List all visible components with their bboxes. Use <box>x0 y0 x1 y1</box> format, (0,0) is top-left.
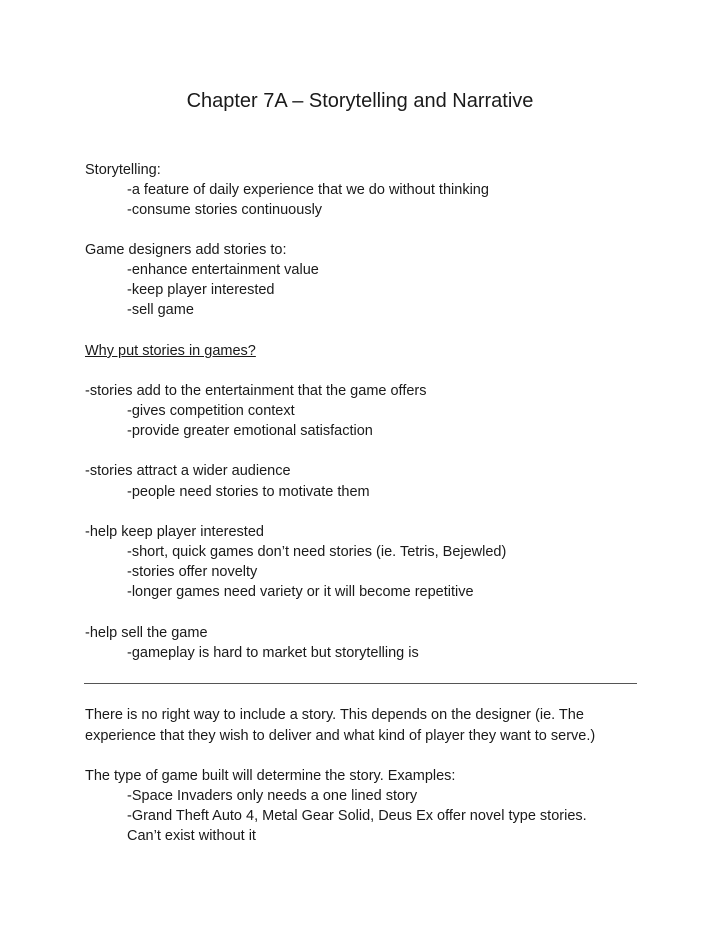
types-heading: The type of game built will determine the story. Examples: <box>85 768 456 784</box>
list-item: Can’t exist without it <box>127 828 256 844</box>
reason-point: -help keep player interested <box>85 524 264 540</box>
reason-sub: -provide greater emotional satisfaction <box>127 423 373 439</box>
section-divider <box>84 683 637 684</box>
reason-sub: -gives competition context <box>127 403 295 419</box>
storytelling-heading: Storytelling: <box>85 162 161 178</box>
reason-sub: -longer games need variety or it will become repetitive <box>127 584 474 600</box>
list-item: -keep player interested <box>127 282 275 298</box>
list-item: -Grand Theft Auto 4, Metal Gear Solid, Deus Ex offer novel type stories. <box>127 808 587 824</box>
reason-point: -help sell the game <box>85 625 208 641</box>
list-item: -a feature of daily experience that we do without thinking <box>127 182 489 198</box>
list-item: -sell game <box>127 302 194 318</box>
why-heading: Why put stories in games? <box>85 343 256 359</box>
reason-sub: -gameplay is hard to market but storytelling is <box>127 645 419 661</box>
list-item: -enhance entertainment value <box>127 262 319 278</box>
designers-heading: Game designers add stories to: <box>85 242 287 258</box>
page-title: Chapter 7A – Storytelling and Narrative <box>186 90 534 112</box>
reason-point: -stories add to the entertainment that the game offers <box>85 383 427 399</box>
reason-sub: -stories offer novelty <box>127 564 258 580</box>
reason-point: -stories attract a wider audience <box>85 463 291 479</box>
list-item: -Space Invaders only needs a one lined story <box>127 788 418 804</box>
paragraph-line: There is no right way to include a story. This depends on the designer (ie. The <box>85 707 584 723</box>
paragraph-line: experience that they wish to deliver and what kind of player they want to serve.) <box>85 728 596 744</box>
reason-sub: -short, quick games don’t need stories (ie. Tetris, Bejewled) <box>127 544 507 560</box>
list-item: -consume stories continuously <box>127 202 323 218</box>
reason-sub: -people need stories to motivate them <box>127 484 370 500</box>
